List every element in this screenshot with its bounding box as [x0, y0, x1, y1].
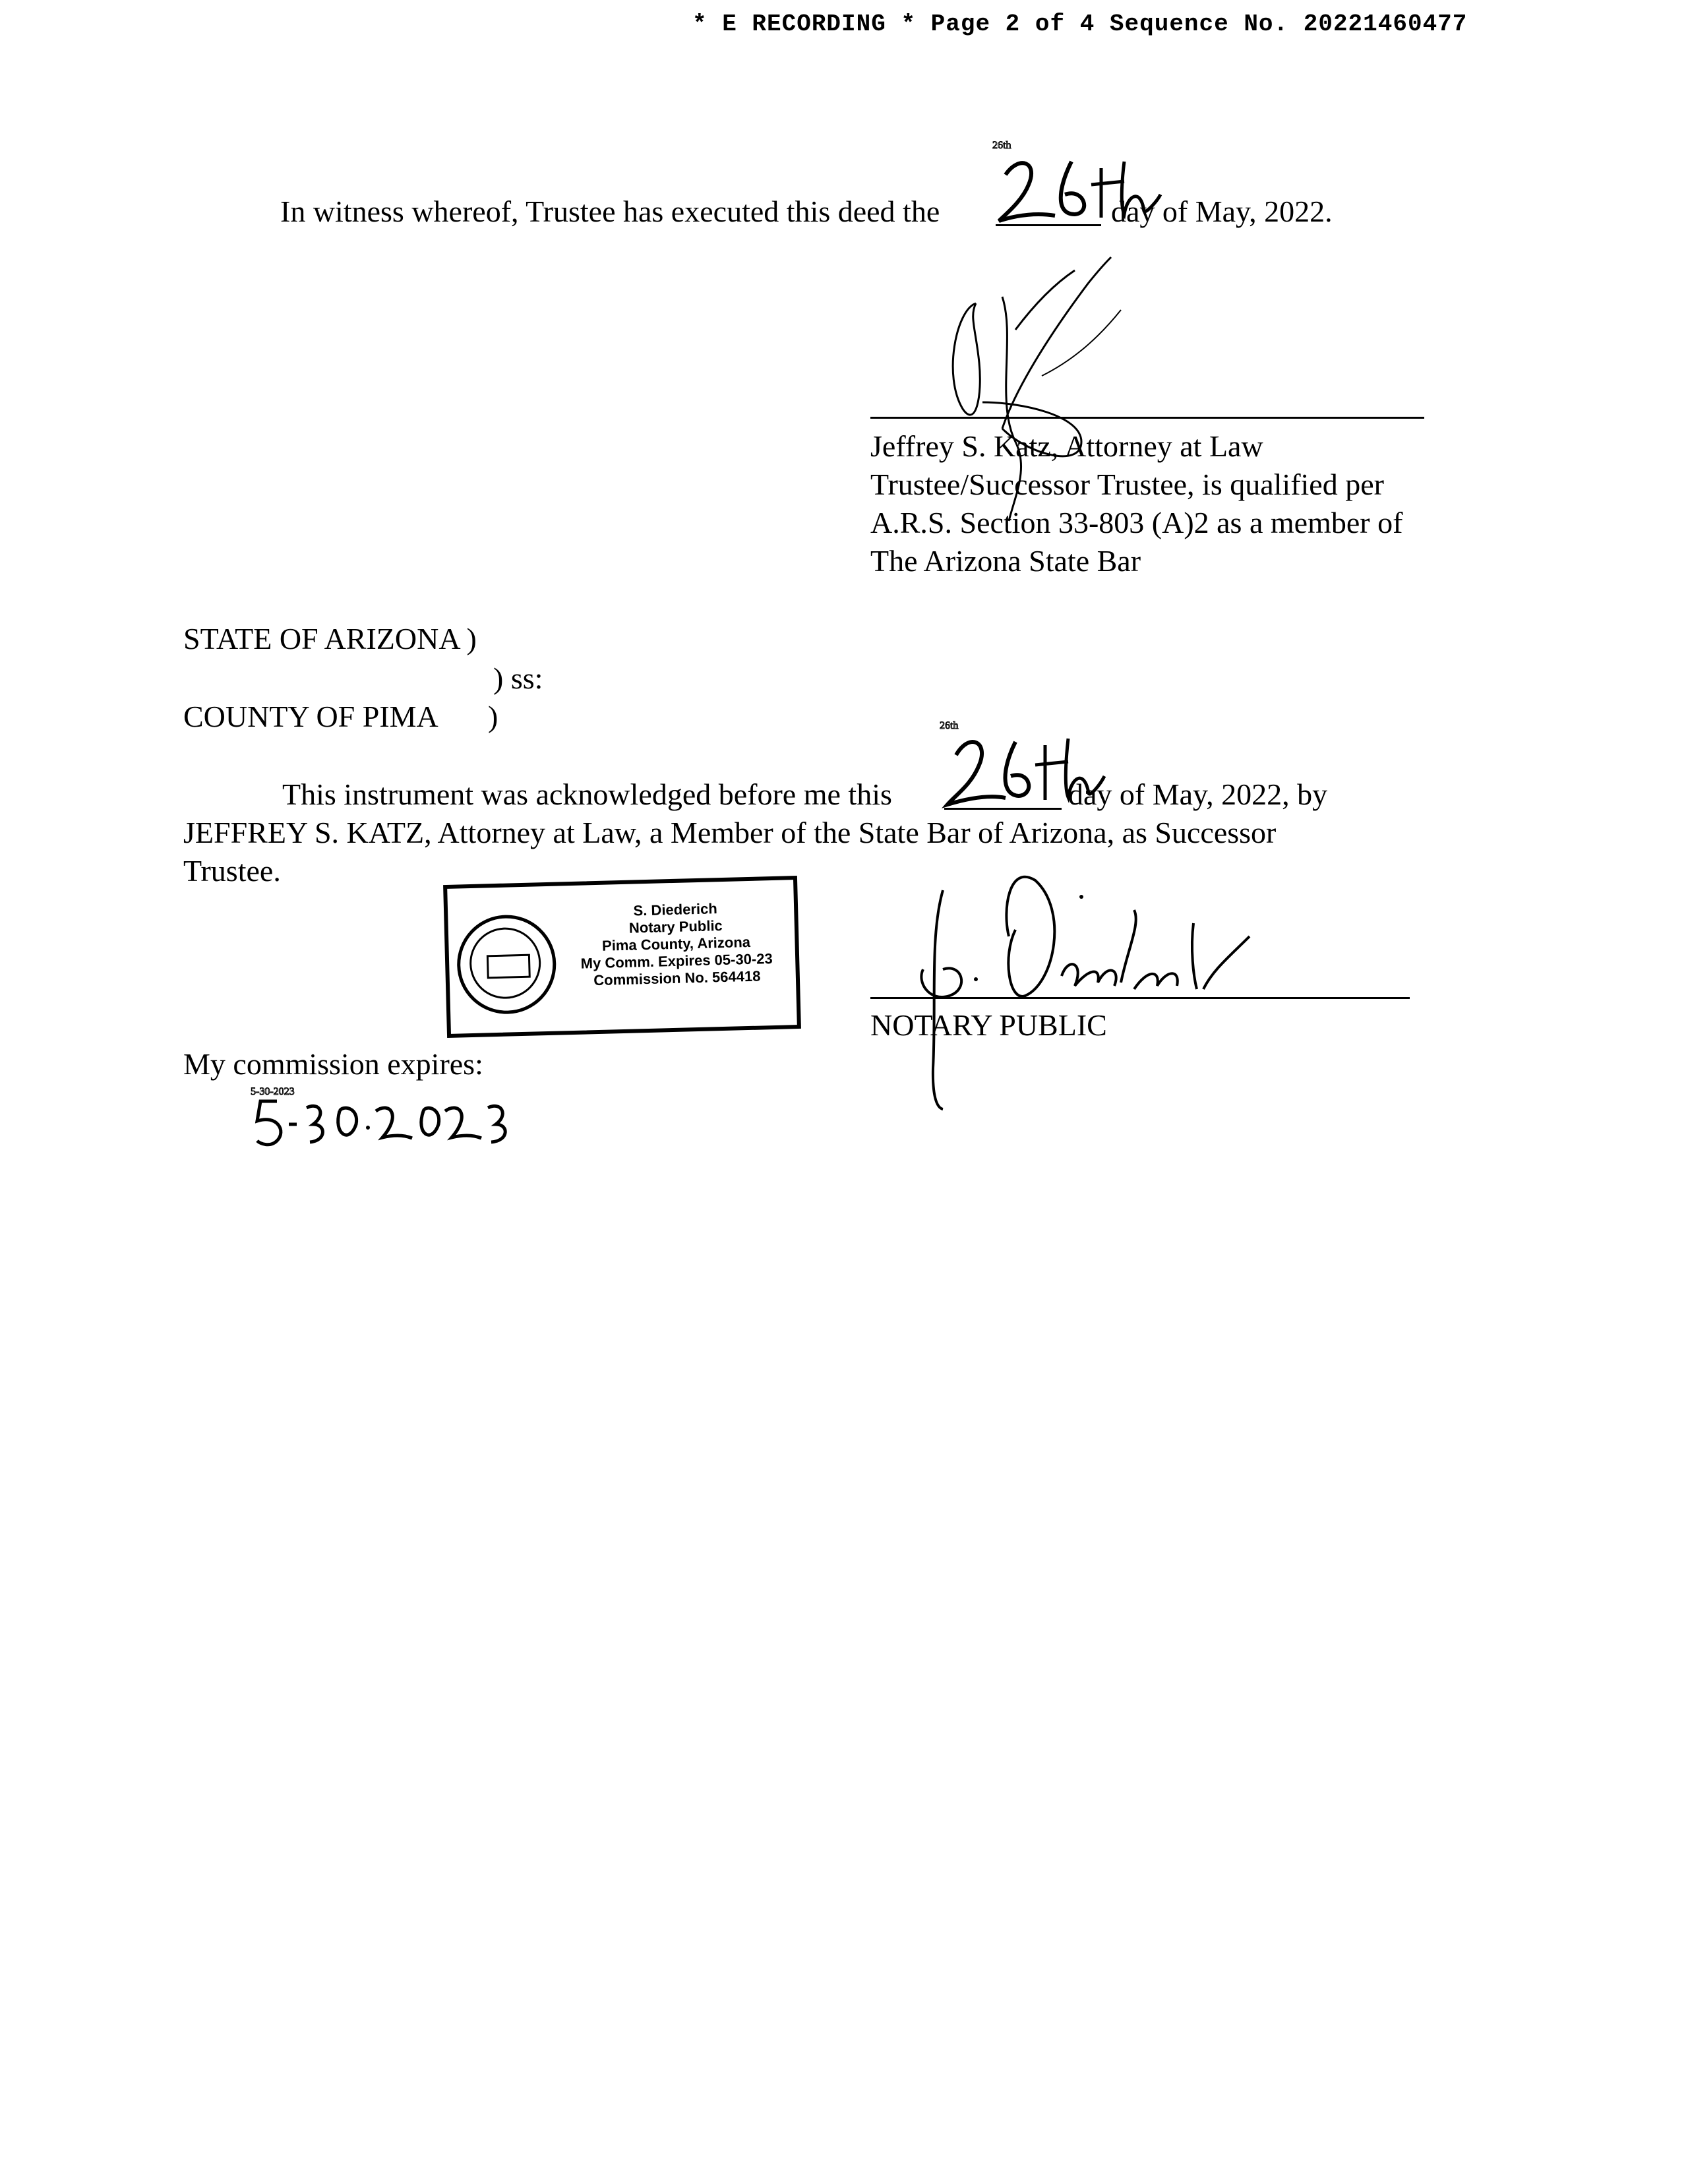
venue-state: STATE OF ARIZONA ): [183, 622, 477, 655]
witness-prefix: In witness whereof, Trustee has executed this deed the: [280, 195, 940, 228]
stamp-county: Pima County, Arizona: [601, 933, 751, 954]
venue-ss: ) ss:: [493, 661, 543, 695]
ack-line2: JEFFREY S. KATZ, Attorney at Law, a Member of the State Bar of Arizona, as Successor: [183, 816, 1277, 849]
witness-day-text: 26th: [992, 140, 1011, 151]
notary-stamp: [443, 876, 801, 1038]
recording-header: * E RECORDING * Page 2 of 4 Sequence No. 20221460477: [692, 11, 1468, 38]
witness-suffix: day of May, 2022.: [1111, 195, 1333, 228]
commission-handwritten-date: [251, 1086, 528, 1154]
stamp-expires: My Comm. Expires 05-30-23: [580, 950, 773, 972]
ack-prefix: This instrument was acknowledged before me this: [282, 777, 892, 811]
stamp-title: Notary Public: [628, 917, 723, 936]
ack-suffix: day of May, 2022, by: [1068, 777, 1328, 811]
state-seal: [456, 914, 557, 1016]
venue-county-paren: ): [488, 700, 498, 733]
seal-emblem: [487, 954, 531, 979]
signer-statute-line: A.R.S. Section 33-803 (A)2 as a member of: [870, 506, 1403, 539]
notary-signature: [903, 870, 1273, 1121]
commission-date-text: 5-30-2023: [251, 1086, 295, 1097]
notary-signature-line: [870, 997, 1410, 999]
signer-role-line: Trustee/Successor Trustee, is qualified per: [870, 468, 1384, 501]
ack-day-text: 26th: [940, 720, 959, 731]
commission-label: My commission expires:: [183, 1047, 483, 1081]
signer-name-line: Jeffrey S. Katz, Attorney at Law: [870, 429, 1263, 463]
trustee-signature-line: [870, 417, 1424, 419]
signer-bar-line: The Arizona State Bar: [870, 544, 1141, 578]
stamp-notary-name: S. Diederich: [633, 900, 718, 919]
venue-county: COUNTY OF PIMA: [183, 700, 438, 733]
notary-public-label: NOTARY PUBLIC: [870, 1008, 1107, 1042]
ack-line3: Trustee.: [183, 854, 281, 888]
stamp-commission: Commission No. 564418: [593, 967, 761, 989]
